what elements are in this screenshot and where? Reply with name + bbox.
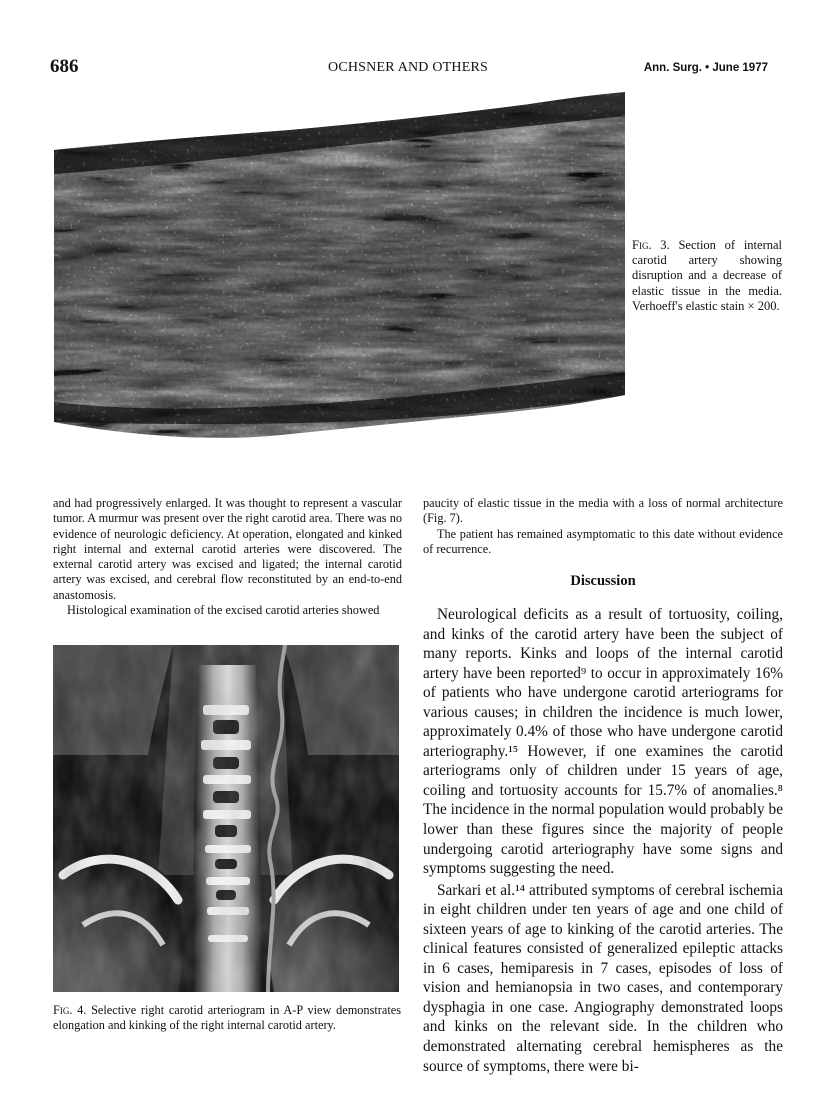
figure-4-caption bbox=[53, 1003, 401, 1034]
figure-3-micrograph bbox=[50, 90, 625, 452]
section-heading-discussion: Discussion bbox=[570, 573, 636, 589]
discussion-text bbox=[423, 605, 783, 1076]
page-number: 686 bbox=[50, 56, 79, 77]
figure-4-arteriogram bbox=[53, 645, 399, 992]
figure-3-label: Fig. 3. bbox=[632, 238, 670, 252]
running-head-journal: Ann. Surg. • June 1977 bbox=[643, 62, 768, 74]
outcome-paragraph: The patient has remained asymptomatic to this date without evidence of recurrence. bbox=[423, 526, 783, 556]
figure-3-caption bbox=[632, 238, 782, 314]
figure-4-label: Fig. 4. bbox=[53, 1003, 87, 1017]
histology-paragraph: Histological examination of the excised carotid arteries showed bbox=[67, 603, 380, 618]
left-column-text bbox=[53, 496, 402, 618]
discussion-paragraph-2: Sarkari et al.¹⁴ attributed symptoms of cerebral ischemia in eight children under ten years of age and one child of sixteen years of age to kinking of the carotid arteries. The clinical features consisted of generalized epileptic attacks in 6 cases, hemiparesis in 7 cases, episodes of loss of vision and hemianopsia in two cases, and contemporary dysphagia in one case. Angiography demonstrated loops and kinks on the relevant side. In the children who demonstrated alternating cerebral hemispheres as the source of symptoms, there were bi- bbox=[423, 881, 783, 1075]
right-column-text bbox=[423, 496, 783, 557]
discussion-paragraph-1: Neurological deficits as a result of tortuosity, coiling, and kinks of the carotid artery have been the subject of many reports. Kinks and loops of the internal carotid artery have been reported⁹ to occur in approximately 16% of patients who have undergone carotid arteriograms for various causes; in children the incidence is much lower, approximately 0.4% of those who have undergone carotid arteriography.¹⁵ However, if one examines the carotid arteriograms only of children under 15 years of age, coiling and tortuosity accounts for 15.7% of anomalies.⁸ The incidence in the normal population would probably be lower than these figures since the majority of people undergoing carotid arteriography have some signs and symptoms suggesting the need. bbox=[423, 606, 783, 878]
figure-3-caption-text: Section of internal carotid artery showing disruption and a decrease of elastic tissue in the media. Verhoeff's elastic stain × 200. bbox=[632, 238, 782, 313]
case-paragraph: and had progressively enlarged. It was thought to represent a vascular tumor. A murmur was present over the right carotid area. There was no evidence of neurologic deficiency. At operation, elongated and kinked right internal and external carotid arteries were discovered. The external carotid artery was excised and ligated; the internal carotid artery was excised, and cerebral flow reconstituted by an end-to-end anastomosis. bbox=[53, 496, 402, 602]
figure-4-caption-text: Selective right carotid arteriogram in A-P view demonstrates elongation and kinking of the right internal carotid artery. bbox=[53, 1003, 401, 1033]
histology-continuation: paucity of elastic tissue in the media with a loss of normal architecture (Fig. 7). bbox=[423, 496, 783, 526]
running-head-authors: OCHSNER AND OTHERS bbox=[328, 60, 488, 75]
